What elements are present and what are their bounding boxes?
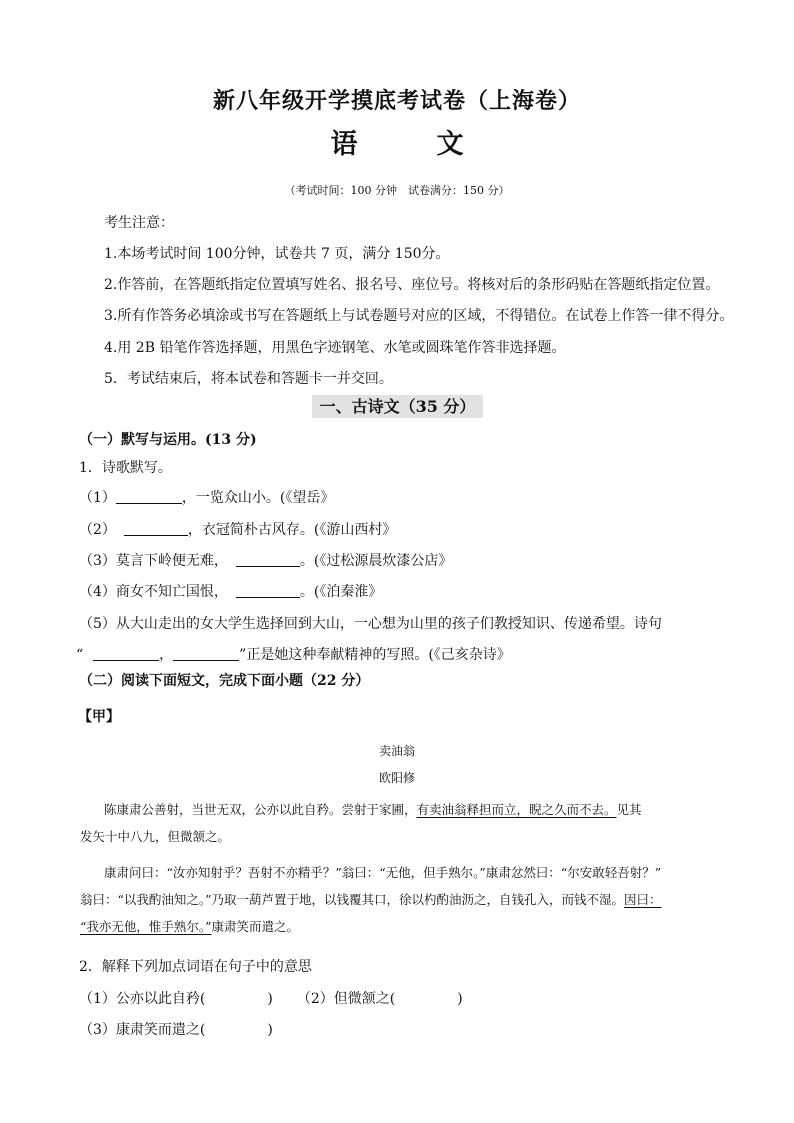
- item-number: （1）: [79, 490, 116, 506]
- passage-text: 陈康肃公善射，当世无双，公亦以此自矜。尝射于家圃，: [104, 802, 417, 817]
- q2-stem: 2．解释下列加点词语在句子中的意思: [79, 959, 312, 975]
- passage-title: 卖油翁: [378, 744, 415, 758]
- item-text: 。(《过松源晨炊漆公店》: [299, 553, 453, 569]
- underlined-sentence: 有卖油翁释担而立，睨之久而不去。: [416, 802, 617, 817]
- close-paren: ): [457, 991, 463, 1007]
- q1-item-5-line1: （5）从大山走出的女大学生选择回到大山，一心想为山里的孩子们教授知识、传递希望。诗句: [79, 616, 662, 632]
- exam-info: （考试时间：100 分钟 试卷满分：150 分）: [284, 184, 510, 197]
- passage-label: 【甲】: [78, 709, 120, 725]
- underlined-sentence: 因曰：: [624, 892, 662, 907]
- close-paren: ): [267, 991, 273, 1007]
- passage-text: 康肃笑而遣之。: [211, 919, 300, 934]
- notice-heading: 考生注意：: [104, 215, 174, 231]
- subject-title: 语 文: [330, 129, 490, 160]
- underlined-sentence: “我亦无他，惟手熟尔。”: [80, 919, 212, 934]
- q1-item-4: [79, 582, 382, 602]
- q2-item-2: （2）但微颔之(: [296, 991, 396, 1007]
- item-text: 。(《泊秦淮》: [299, 584, 383, 600]
- exam-title: 新八年级开学摸底考试卷（上海卷）: [212, 88, 581, 114]
- q1-item-3: [79, 551, 452, 571]
- passage-author: 欧阳修: [378, 771, 415, 785]
- passage-line: 发矢十中八九，但微颔之。: [80, 829, 231, 844]
- passage-line: [80, 799, 720, 821]
- q1-item-5-line2: [76, 645, 511, 665]
- answer-blank[interactable]: [116, 489, 182, 504]
- item-number: （2）: [79, 522, 116, 538]
- passage-line: [80, 889, 720, 911]
- item-number: （4）: [79, 584, 116, 600]
- q2-row-2: [79, 1020, 273, 1040]
- q2-item-3: （3）康肃笑而遣之(: [79, 1022, 206, 1038]
- q2-row-1: [79, 989, 463, 1009]
- answer-blank[interactable]: [173, 646, 239, 661]
- q1-stem: 1．诗歌默写。: [79, 460, 172, 476]
- passage-text: 见其: [616, 802, 642, 817]
- open-quote: “: [76, 647, 84, 663]
- item-number: （3）: [79, 553, 116, 569]
- part2-heading: （二）阅读下面短文，完成下面小题（22 分）: [79, 673, 370, 689]
- notice-item-5: 5．考试结束后，将本试卷和答题卡一并交回。: [104, 371, 393, 387]
- passage-line: [80, 916, 720, 938]
- q1-item-2: [79, 520, 396, 540]
- passage-paragraph-1: [80, 799, 720, 848]
- answer-blank[interactable]: [93, 646, 159, 661]
- answer-blank[interactable]: [124, 521, 188, 536]
- passage-line: 康肃问曰：“汝亦知射乎？吾射不亦精乎？”翁曰：“无他，但手熟尔。”康肃忿然曰：“尔安敢轻吾射？”: [104, 865, 662, 880]
- passage-paragraph-2: [80, 862, 720, 938]
- notice-item-1: 1.本场考试时间 100分钟，试卷共 7 页，满分 150分。: [104, 246, 450, 262]
- q1-item-1: [79, 488, 334, 508]
- close-paren: ): [267, 1022, 273, 1038]
- notice-item-3: 3.所有作答务必填涂或书写在答题纸上与试卷题号对应的区域，不得错位。在试卷上作答一律不得分。: [104, 308, 734, 324]
- passage-text: 翁曰：“以我酌油知之。”乃取一葫芦置于地，以钱覆其口，徐以杓酌油沥之，自钱孔入，而钱不湿。: [80, 892, 625, 907]
- item-text: 莫言下岭便无难，: [115, 553, 228, 569]
- answer-blank[interactable]: [236, 583, 300, 598]
- item-text: ，衣冠简朴古风存。(《游山西村》: [187, 522, 397, 538]
- notice-item-4: 4.用 2B 铅笔作答选择题，用黑色字迹钢笔、水笔或圆珠笔作答非选择题。: [104, 340, 566, 356]
- part1-heading: （一）默写与运用。(13 分): [79, 432, 257, 448]
- notice-item-2: 2.作答前，在答题纸指定位置填写姓名、报名号、座位号。将核对后的条形码贴在答题纸指定位置。: [104, 277, 720, 293]
- item-text: ”正是她这种奉献精神的写照。(《己亥杂诗》: [239, 647, 511, 663]
- answer-blank[interactable]: [236, 552, 300, 567]
- q2-item-1: （1）公亦以此自矜(: [79, 991, 206, 1007]
- section-banner: 一、古诗文（35 分）: [312, 395, 483, 418]
- comma: ，: [159, 647, 174, 663]
- item-text: 商女不知亡国恨，: [115, 584, 228, 600]
- item-text: ，一览众山小。(《望岳》: [181, 490, 335, 506]
